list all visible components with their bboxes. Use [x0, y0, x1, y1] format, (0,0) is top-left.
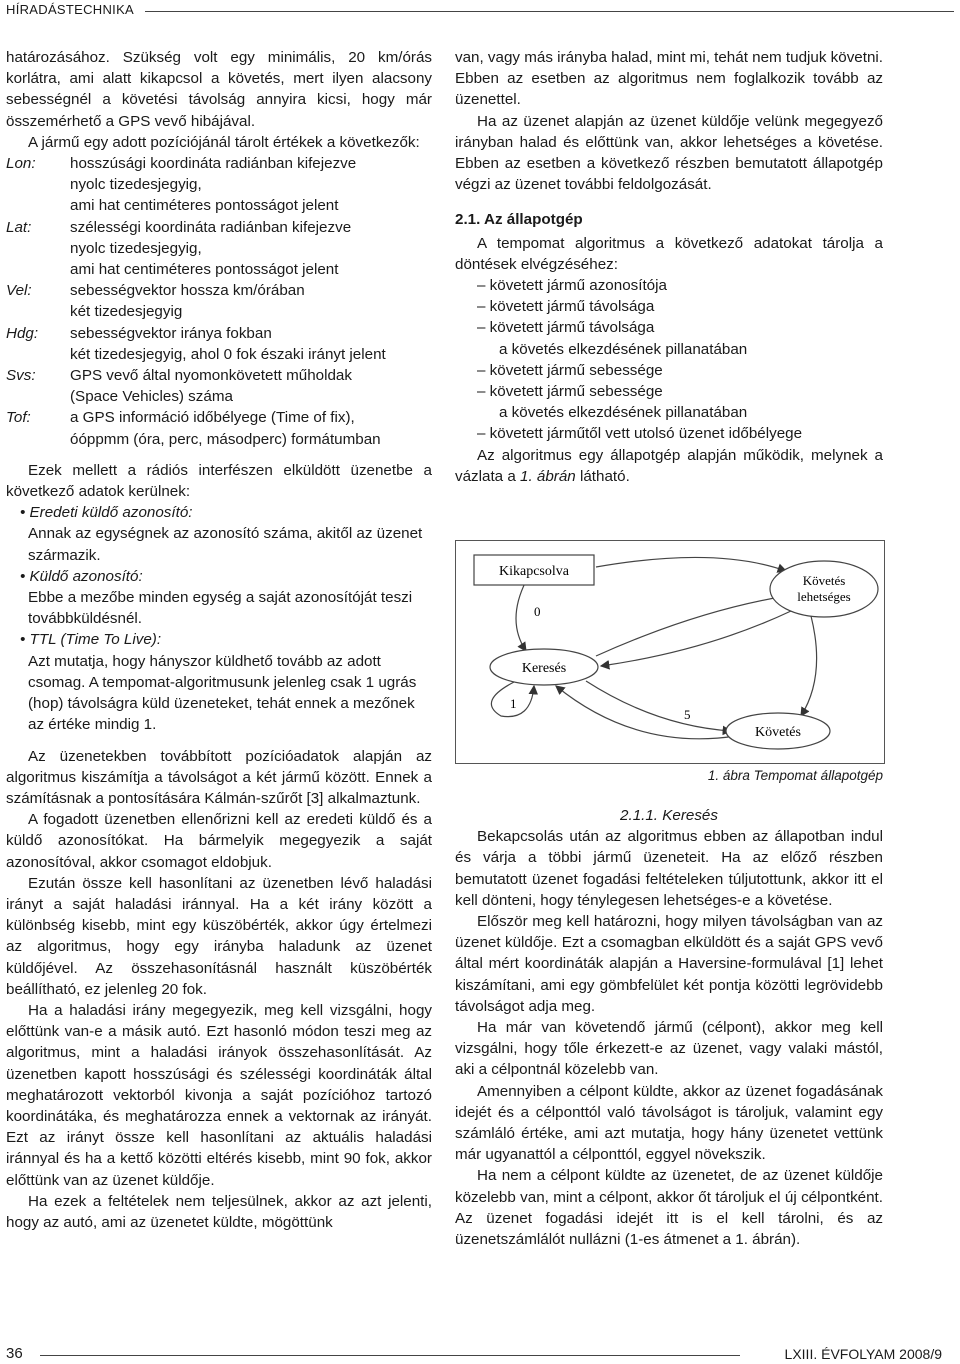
definition-svs — [6, 365, 432, 386]
definition-term: Tof: — [6, 409, 31, 427]
definition-text: sebességvektor hossza km/órában — [70, 282, 305, 300]
paragraph: Ezek mellett a rádiós interfészen elküldött üzenetbe a következő adatok kerülnek: — [6, 461, 432, 501]
definition-text: hosszúsági koordináta radiánban kifejezve — [70, 155, 357, 173]
edge-label-1: 1 — [510, 696, 517, 711]
definition-text: szélességi koordináta radiánban kifejezve — [70, 218, 352, 236]
state-kikapcsolva — [474, 555, 594, 585]
list-item: – követett jármű távolsága — [477, 298, 655, 316]
paragraph: határozásához. Szükség volt egy minimális, 20 km/órás korlátra, ami alatt kikapcsol a követés, mert ilyen alacsony sebességnél a követési távolság annyira kicsi, hogy már összemérhető a GPS vevő hibájával. — [6, 49, 432, 130]
state-kovetes-lehetseges — [770, 561, 878, 617]
paragraph: Az algoritmus egy állapotgép alapján működik, melynek a vázlata a 1. ábrán látható. — [455, 446, 883, 485]
svg-text:lehetséges: lehetséges — [797, 589, 851, 604]
right-column — [455, 47, 883, 487]
state-machine-figure — [455, 540, 885, 764]
bullet-heading: • TTL (Time To Live): — [20, 631, 162, 649]
state-kereses — [490, 649, 598, 685]
issue-label: LXIII. ÉVFOLYAM 2008/9 — [784, 1346, 942, 1362]
definition-lat — [6, 217, 432, 238]
definition-lon — [6, 153, 432, 174]
list-item: a követés elkezdésének pillanatában — [499, 404, 748, 422]
definition-vel — [6, 280, 432, 301]
right-column-lower — [455, 805, 883, 1250]
page-number: 36 — [6, 1345, 23, 1362]
edge-label-0: 0 — [534, 604, 541, 619]
bullet-heading: • Küldő azonosító: — [20, 567, 143, 585]
paragraph: A tempomat algoritmus a következő adatokat tárolja a döntések elvégzéséhez: — [455, 234, 883, 273]
bullet-text: Azt mutatja, hogy hányszor küldhető tovább az adott csomag. A tempomat-algoritmusunk jelenleg csak 1 ugrás (hop) távolságra küld üzeneteket, tehát ennek a mezőnek az értéke mindig 1. — [28, 652, 417, 734]
list-item: – követett jármű azonosítója — [477, 277, 667, 295]
paragraph: Ha már van követendő jármű (célpont), akkor meg kell vizsgálni, hogy tőle érkezett-e az üzenet, vagy valaki mástól, aki a célpontnál közelebb van. — [455, 1019, 883, 1079]
left-column — [6, 47, 432, 1233]
definition-term: Lat: — [6, 218, 32, 236]
list-item: – követett járműtől vett utolsó üzenet időbélyege — [477, 425, 803, 443]
paragraph: Ha nem a célpont küldte az üzenetet, de az üzenet küldője közelebb van, mint a célpont, akkor őt tároljuk el új célpontként. Az üzenet fogadási idejét itt is el kell tárolni, és az üzenetszámlálót nullázni (1-es átmenet a 1. ábrán). — [455, 1167, 883, 1249]
list-item: – követett jármű távolsága — [477, 319, 655, 337]
bullet-item — [6, 502, 432, 566]
definition-text: ami hat centiméteres pontosságot jelent — [70, 197, 339, 215]
definition-text: GPS vevő által nyomonkövetett műholdak — [70, 367, 352, 385]
paragraph: Ha az üzenet alapján az üzenet küldője velünk megegyező irányban halad és előttünk van, akkor lehetséges a követése. Ebben az esetben a következő részben bemutatott állapotgép végzi az üzenet további feldolgozását. — [455, 112, 883, 194]
definition-text: nyolc tizedesjegyig, — [70, 176, 202, 194]
list-item: a követés elkezdésének pillanatában — [499, 340, 748, 358]
definition-text: nyolc tizedesjegyig, — [70, 239, 202, 257]
edge-4 — [801, 616, 817, 716]
definition-text: két tizedesjegyig, ahol 0 fok északi irányt jelent — [70, 345, 386, 363]
paragraph: Ha a haladási irány megegyezik, meg kell vizsgálni, hogy előttünk van-e a másik autó. Ezt hasonló módon teszi meg az algoritmus, mint a haladási irányok összehasonlítását. Az üzenetben kapott hosszúsági és szélességi koordináták által meghatározott vektorból kivonja a saját pozícióhoz tartozó koordinátáka, és meghatározza ennek a vektornak az irányát. Ezt az irányt össze kell hasonlítani az aktuális haladási iránnyal és ha a kettő közötti eltérés kisebb, mint 90 fok, akkor előttünk van az üzenet küldője. — [6, 1001, 432, 1189]
definition-text: (Space Vehicles) száma — [70, 388, 233, 406]
paragraph: Először meg kell határozni, hogy milyen távolságban van az üzenet küldője. Ezt a csomagban elküldött és a saját GPS vevő által mért koordináták alapján a Haversine-formulával [1] lehet kiszámítani, ami egy gömbfelület két pontja közötti legrövidebb távolságot adja meg. — [455, 913, 883, 1015]
paragraph: A fogadott üzenetben ellenőrizni kell az eredeti küldő és a küldő azonosítókat. Ha bármelyik megegyezik a saját azonosítóval, akkor csomagot eldobjuk. — [6, 811, 432, 871]
edge-0 — [516, 581, 526, 651]
paragraph: Ha ezek a feltételek nem teljesülnek, akkor az azt jelenti, hogy az autó, ami az üzenetet küldte, mögöttünk — [6, 1192, 432, 1231]
definition-term: Lon: — [6, 155, 36, 173]
definition-text: a GPS információ időbélyege (Time of fix), — [70, 409, 355, 427]
list-item: – követett jármű sebessége — [477, 383, 663, 401]
paragraph: van, vagy más irányba halad, mint mi, tehát nem tudjuk követni. Ebben az esetben az algoritmus nem foglalkozik tovább az üzenettel. — [455, 49, 883, 109]
definition-term: Vel: — [6, 282, 32, 300]
definition-hdg — [6, 323, 432, 344]
definition-text: két tizedesjegyig — [70, 303, 183, 321]
header-rule — [145, 11, 954, 12]
state-kovetes — [726, 713, 830, 749]
running-header: HÍRADÁSTECHNIKA — [6, 2, 135, 17]
bullet-text: Ebbe a mezőbe minden egység a saját azonosítóját teszi továbbküldésnél. — [28, 589, 413, 628]
svg-text:Követés: Követés — [755, 725, 801, 740]
definition-term: Svs: — [6, 367, 36, 385]
bullet-heading: • Eredeti küldő azonosító: — [20, 504, 193, 522]
paragraph: A jármű egy adott pozíciójánál tárolt értékek a következők: — [28, 133, 420, 151]
edge-3 — [601, 611, 791, 666]
bullet-item — [6, 566, 432, 630]
section-heading: 2.1. Az állapotgép — [455, 211, 583, 229]
definition-term: Hdg: — [6, 324, 39, 342]
subsection-heading: 2.1.1. Keresés — [620, 807, 718, 824]
edge-label-5: 5 — [684, 707, 691, 722]
definition-text: ami hat centiméteres pontosságot jelent — [70, 261, 339, 279]
bullet-text: Annak az egységnek az azonosító száma, akitől az üzenet származik. — [28, 525, 423, 564]
state-diagram — [456, 541, 884, 763]
paragraph: Amennyiben a célpont küldte, akkor az üzenet fogadásának idejét és a célponttól való távolságot is tároljuk, valamint egy számláló értéke, ami azt mutatja, hogy hány üzenetet vettünk már ugyanattól a célponttól, eggyel növekszik. — [455, 1082, 883, 1164]
figure-caption: 1. ábra Tempomat állapotgép — [707, 768, 883, 783]
definition-text: óóppmm (óra, perc, másodperc) formátumban — [70, 430, 381, 448]
definition-tof — [6, 407, 432, 428]
list-item: – követett jármű sebessége — [477, 361, 663, 379]
edge-5 — [586, 681, 731, 731]
figure-reference: 1. ábrán — [520, 467, 576, 485]
field-definitions — [6, 153, 432, 450]
svg-text:Kikapcsolva: Kikapcsolva — [499, 564, 569, 579]
svg-text:Követés: Követés — [802, 573, 846, 588]
paragraph: Ezután össze kell hasonlítani az üzenetben lévő haladási irányt a saját haladási iránnyal. Ha a két irány között a különbség kisebb, mint egy küszöbérték, akkor úgy értelmezi az algoritmus, hogy egy irányba haladunk az üzenet küldőjével. Az összehasonításnál használt küszöbérték beállítható, ez jelenleg 20 fok. — [6, 874, 432, 998]
definition-text: sebességvektor iránya fokban — [70, 324, 272, 342]
paragraph: Az üzenetekben továbbított pozícióadatok alapján az algoritmus kiszámítja a távolságot a két jármű között. Ennek a számításnak a pontosítására Kálmán-szűrőt [3] alkalmaztunk. — [6, 747, 432, 807]
footer-rule — [40, 1355, 740, 1356]
bullet-item — [6, 629, 432, 735]
edge-top — [596, 557, 786, 571]
svg-text:Keresés: Keresés — [521, 661, 567, 676]
paragraph: Bekapcsolás után az algoritmus ebben az állapotban indul és várja a többi jármű üzeneteit. Ha az előző részben bemutatott üzenet fogadási feltételeken túljutottunk, akkor itt el kell dönteni, hogy ténylegesen lehetséges-e a követése. — [455, 828, 883, 909]
